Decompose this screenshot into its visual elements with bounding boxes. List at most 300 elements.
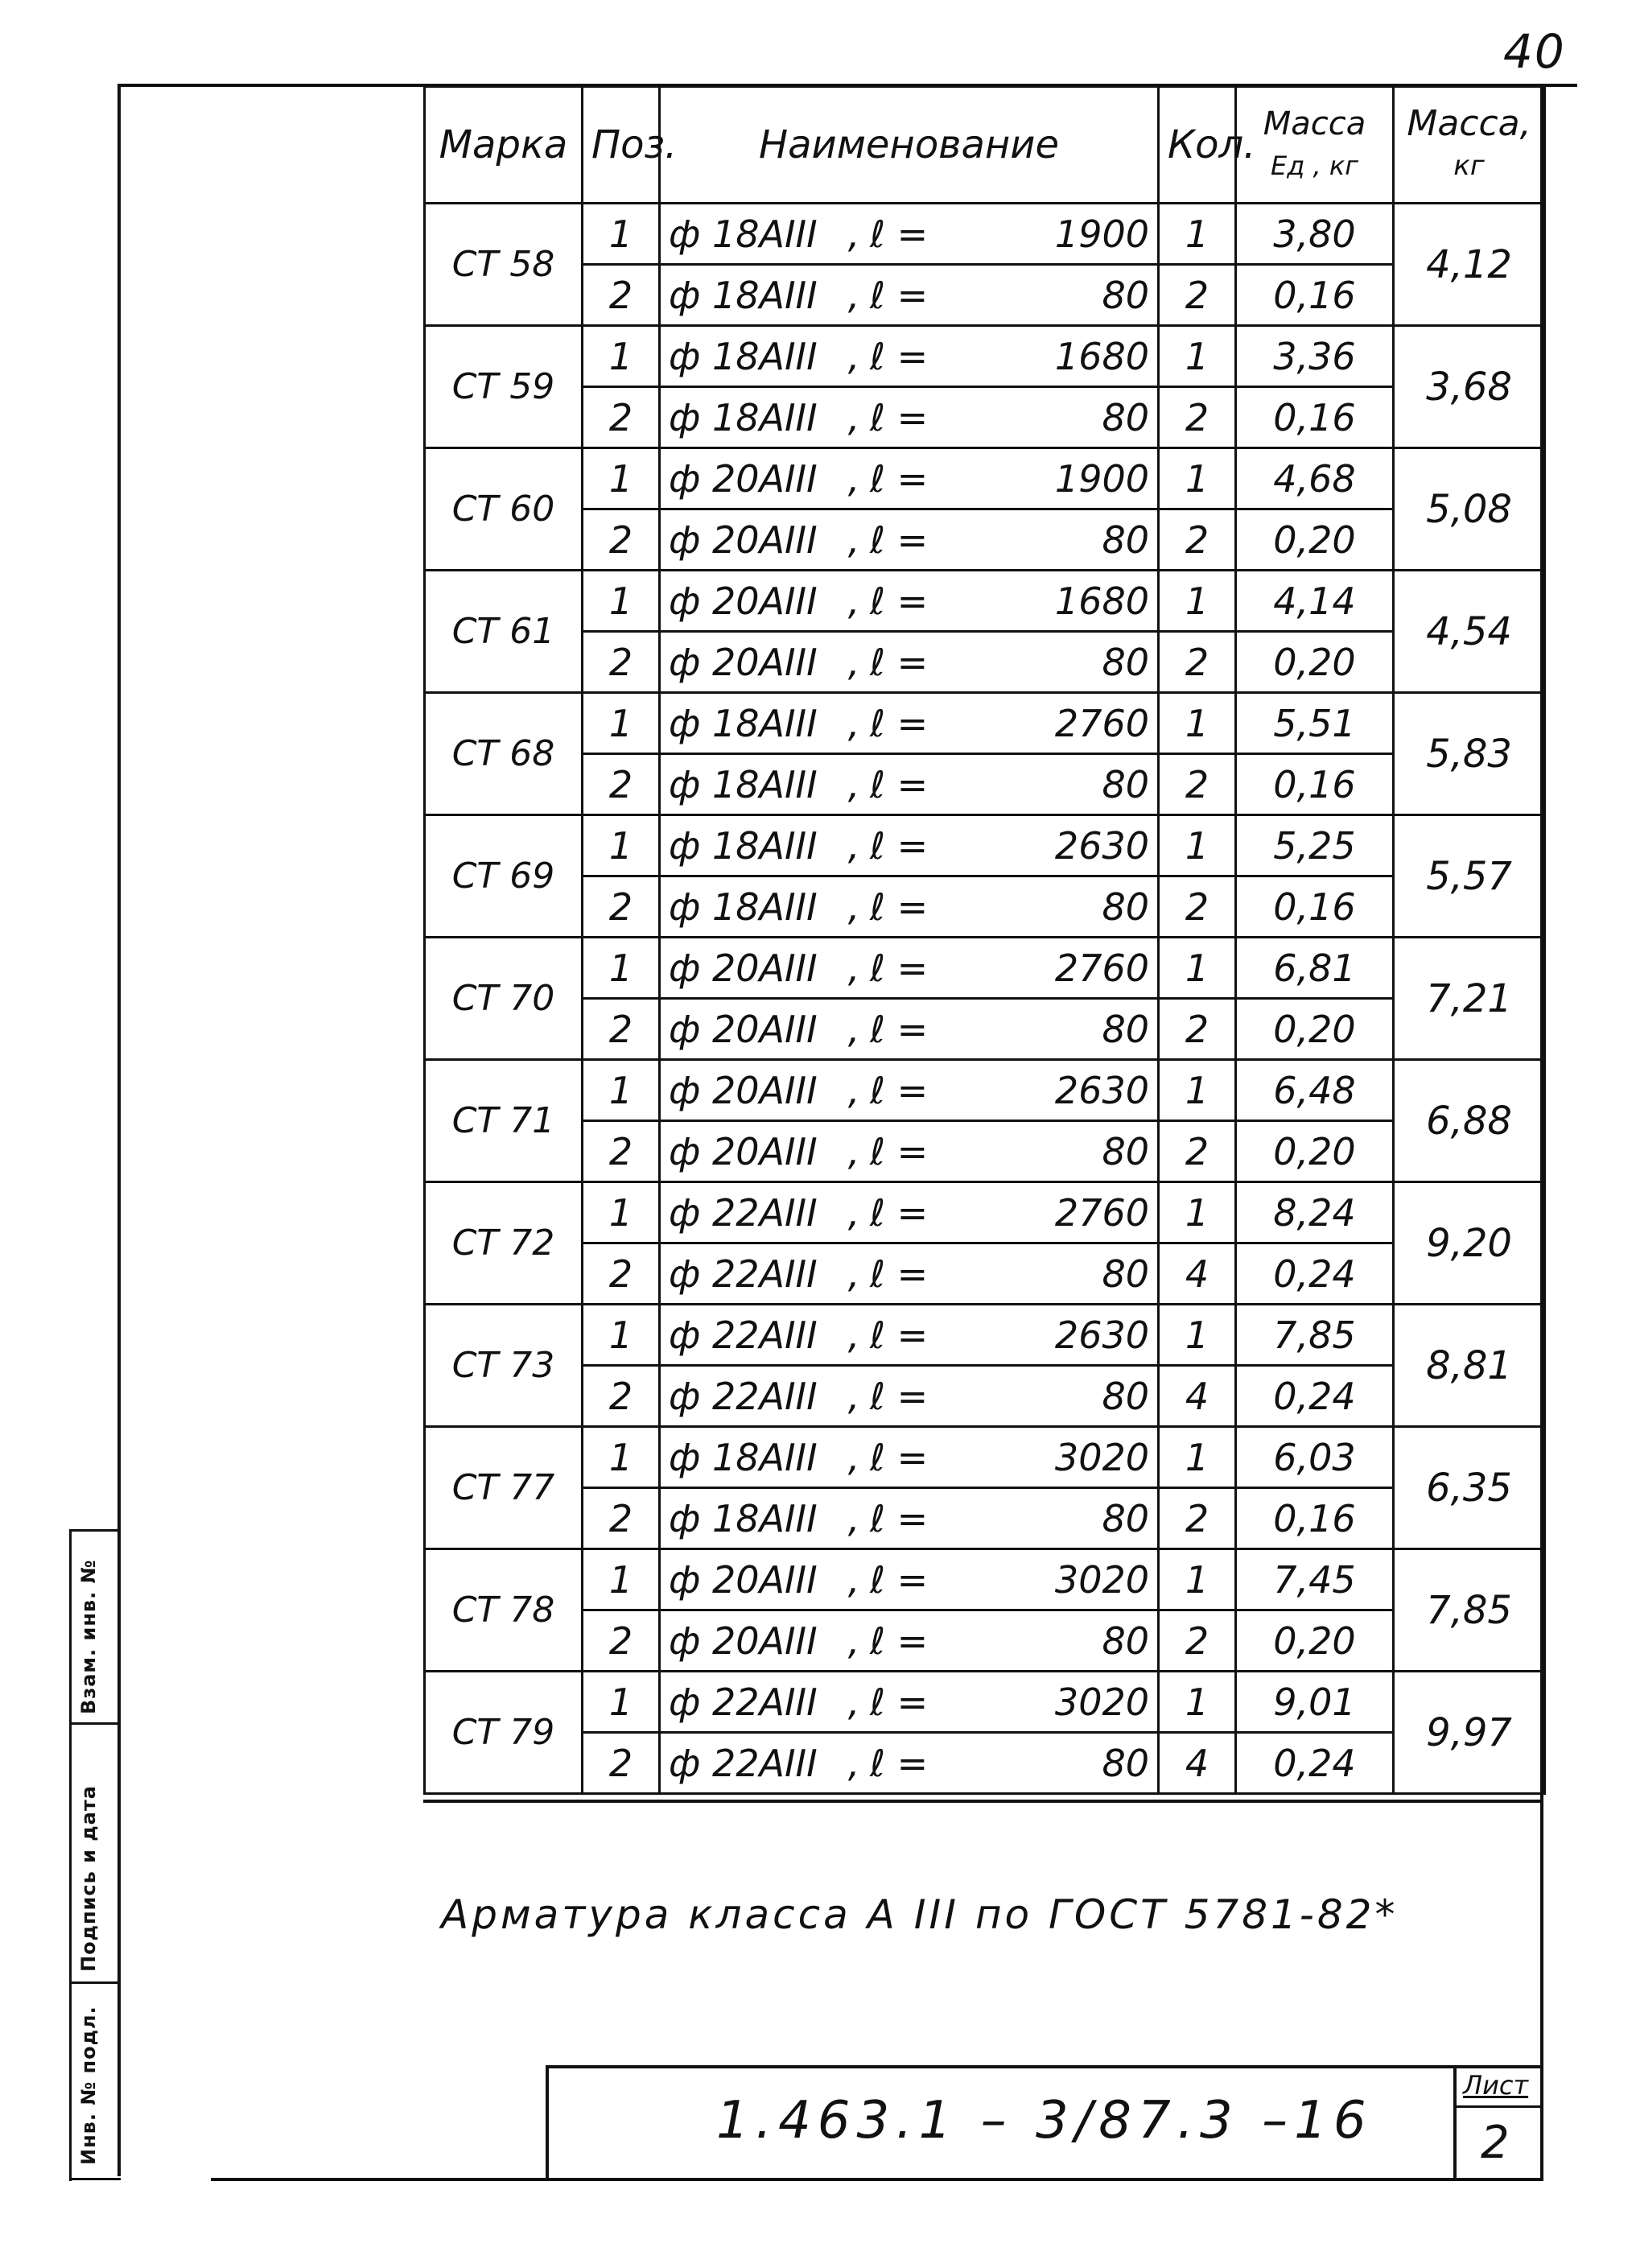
header-name: Наименование	[660, 87, 1159, 204]
bar-length	[870, 946, 1149, 990]
name-separator: ,	[847, 1435, 860, 1479]
cell-quantity: 2	[1159, 754, 1236, 815]
bar-length	[870, 1497, 1149, 1540]
document-code: 1.463.1 – 3/87.3 –16	[716, 2091, 1373, 2150]
name-separator: ,	[847, 1129, 860, 1173]
bar-diameter-class: ф 20АIII	[669, 1557, 818, 1602]
margin-strip-top	[69, 1529, 121, 1532]
specification-table	[423, 85, 1546, 1795]
cell-quantity: 4	[1159, 1733, 1236, 1794]
length-prefix: ℓ =	[870, 456, 929, 501]
header-pos: Поз.	[583, 87, 660, 204]
bar-diameter-class: ф 22АIII	[669, 1190, 818, 1235]
cell-position: 1	[583, 1549, 660, 1610]
name-wrap	[669, 1191, 1149, 1235]
name-wrap	[669, 1252, 1149, 1296]
name-wrap	[669, 1742, 1149, 1785]
side-label-signature: Подпись и дата	[77, 1785, 100, 1972]
name-separator: ,	[847, 456, 860, 501]
reinforcement-note: Арматура класса А III по ГОСТ 5781-82*	[441, 1891, 1399, 1938]
name-separator: ,	[847, 1190, 860, 1235]
length-prefix: ℓ =	[870, 1680, 929, 1724]
cell-name	[660, 938, 1159, 999]
cell-position: 2	[583, 1366, 660, 1427]
length-value: 1680	[1054, 334, 1149, 378]
table-row	[425, 1121, 1545, 1182]
cell-name	[660, 1733, 1159, 1794]
table-row	[425, 1182, 1545, 1243]
cell-mark: СТ 79	[425, 1672, 583, 1794]
name-wrap	[669, 1497, 1149, 1540]
length-value: 2630	[1054, 1313, 1149, 1357]
cell-unit-mass: 0,16	[1236, 876, 1394, 938]
bar-diameter-class: ф 18АIII	[669, 762, 818, 806]
name-separator: ,	[847, 273, 860, 317]
cell-unit-mass: 0,20	[1236, 509, 1394, 571]
cell-quantity: 1	[1159, 693, 1236, 754]
name-wrap	[669, 1069, 1149, 1112]
length-prefix: ℓ =	[870, 701, 929, 745]
cell-name	[660, 326, 1159, 387]
cell-name	[660, 632, 1159, 693]
cell-name	[660, 1488, 1159, 1549]
name-wrap	[669, 1008, 1149, 1051]
length-prefix: ℓ =	[870, 1741, 929, 1785]
length-value: 80	[1102, 1496, 1149, 1540]
length-value: 2630	[1054, 823, 1149, 868]
cell-unit-mass: 6,48	[1236, 1060, 1394, 1121]
cell-name	[660, 693, 1159, 754]
title-block-sheet-hline	[1453, 2105, 1543, 2108]
length-value: 80	[1102, 518, 1149, 562]
table-row	[425, 1243, 1545, 1305]
cell-unit-mass: 0,20	[1236, 1121, 1394, 1182]
bar-diameter-class: ф 18АIII	[669, 273, 818, 317]
cell-name	[660, 387, 1159, 448]
cell-unit-mass: 9,01	[1236, 1672, 1394, 1733]
cell-unit-mass: 0,16	[1236, 754, 1394, 815]
length-value: 3020	[1054, 1435, 1149, 1479]
cell-unit-mass: 0,16	[1236, 1488, 1394, 1549]
cell-quantity: 2	[1159, 1121, 1236, 1182]
length-value: 2760	[1054, 1190, 1149, 1235]
cell-position: 1	[583, 571, 660, 632]
length-value: 80	[1102, 1129, 1149, 1173]
cell-quantity: 1	[1159, 1427, 1236, 1488]
name-separator: ,	[847, 1252, 860, 1296]
cell-position: 1	[583, 204, 660, 265]
cell-name	[660, 754, 1159, 815]
length-value: 2760	[1054, 946, 1149, 990]
cell-quantity: 1	[1159, 1549, 1236, 1610]
name-separator: ,	[847, 946, 860, 990]
table-header-row	[425, 87, 1545, 204]
title-block-sheet-divider	[1453, 2065, 1457, 2181]
length-value: 80	[1102, 1252, 1149, 1296]
cell-mark: СТ 61	[425, 571, 583, 693]
cell-quantity: 2	[1159, 632, 1236, 693]
name-wrap	[669, 335, 1149, 378]
table-row	[425, 448, 1545, 509]
header-total-mass-line2: кг	[1453, 150, 1485, 182]
table-row	[425, 265, 1545, 326]
cell-unit-mass: 6,81	[1236, 938, 1394, 999]
name-wrap	[669, 1680, 1149, 1724]
cell-mark: СТ 72	[425, 1182, 583, 1305]
cell-position: 2	[583, 1243, 660, 1305]
bar-length	[870, 702, 1149, 745]
name-separator: ,	[847, 334, 860, 378]
table-row	[425, 1610, 1545, 1672]
length-prefix: ℓ =	[870, 885, 929, 929]
side-label-orig-no: Инв. № подл.	[77, 2006, 100, 2165]
bar-length	[870, 1375, 1149, 1418]
cell-total-mass: 4,54	[1394, 571, 1545, 693]
page-number: 40	[1503, 24, 1566, 79]
bar-diameter-class: ф 22АIII	[669, 1680, 818, 1724]
table-row	[425, 938, 1545, 999]
cell-position: 2	[583, 265, 660, 326]
cell-position: 1	[583, 326, 660, 387]
cell-quantity: 2	[1159, 387, 1236, 448]
name-wrap	[669, 1130, 1149, 1173]
name-separator: ,	[847, 1374, 860, 1418]
bar-length	[870, 1252, 1149, 1296]
cell-mark: СТ 68	[425, 693, 583, 815]
name-separator: ,	[847, 212, 860, 256]
cell-position: 1	[583, 815, 660, 876]
cell-name	[660, 204, 1159, 265]
table-row	[425, 387, 1545, 448]
bar-diameter-class: ф 22АIII	[669, 1252, 818, 1296]
name-wrap	[669, 274, 1149, 317]
name-separator: ,	[847, 395, 860, 439]
cell-position: 1	[583, 1427, 660, 1488]
cell-name	[660, 815, 1159, 876]
name-separator: ,	[847, 1741, 860, 1785]
cell-position: 2	[583, 999, 660, 1060]
table-row	[425, 1366, 1545, 1427]
cell-unit-mass: 0,16	[1236, 387, 1394, 448]
cell-mark: СТ 70	[425, 938, 583, 1060]
length-value: 80	[1102, 885, 1149, 929]
cell-unit-mass: 0,24	[1236, 1243, 1394, 1305]
name-wrap	[669, 702, 1149, 745]
bar-diameter-class: ф 22АIII	[669, 1374, 818, 1418]
name-wrap	[669, 946, 1149, 990]
header-unit-mass-line1: Масса	[1263, 105, 1366, 142]
length-value: 80	[1102, 273, 1149, 317]
cell-position: 2	[583, 632, 660, 693]
name-separator: ,	[847, 1313, 860, 1357]
cell-position: 2	[583, 1610, 660, 1672]
cell-total-mass: 5,08	[1394, 448, 1545, 571]
cell-unit-mass: 0,24	[1236, 1733, 1394, 1794]
name-wrap	[669, 212, 1149, 256]
length-prefix: ℓ =	[870, 579, 929, 623]
header-mark: Марка	[425, 87, 583, 204]
cell-quantity: 2	[1159, 876, 1236, 938]
cell-quantity: 1	[1159, 571, 1236, 632]
margin-strip-divider-1	[69, 1722, 121, 1725]
name-separator: ,	[847, 885, 860, 929]
bar-diameter-class: ф 18АIII	[669, 212, 818, 256]
bar-diameter-class: ф 20АIII	[669, 579, 818, 623]
cell-position: 1	[583, 1672, 660, 1733]
cell-quantity: 2	[1159, 999, 1236, 1060]
length-value: 80	[1102, 1374, 1149, 1418]
bar-diameter-class: ф 18АIII	[669, 701, 818, 745]
name-separator: ,	[847, 701, 860, 745]
bar-diameter-class: ф 18АIII	[669, 395, 818, 439]
cell-name	[660, 448, 1159, 509]
name-wrap	[669, 763, 1149, 806]
margin-strip-divider-2	[69, 1981, 121, 1984]
length-value: 2760	[1054, 701, 1149, 745]
cell-quantity: 1	[1159, 204, 1236, 265]
cell-mark: СТ 58	[425, 204, 583, 326]
cell-name	[660, 1121, 1159, 1182]
cell-position: 2	[583, 754, 660, 815]
length-prefix: ℓ =	[870, 212, 929, 256]
cell-unit-mass: 5,25	[1236, 815, 1394, 876]
bar-length	[870, 274, 1149, 317]
length-value: 80	[1102, 640, 1149, 684]
table-bottom-ext-line	[423, 1800, 1543, 1803]
name-wrap	[669, 1436, 1149, 1479]
length-value: 80	[1102, 395, 1149, 439]
cell-unit-mass: 3,80	[1236, 204, 1394, 265]
bar-length	[870, 396, 1149, 439]
length-prefix: ℓ =	[870, 1190, 929, 1235]
cell-position: 2	[583, 1733, 660, 1794]
bar-diameter-class: ф 20АIII	[669, 1619, 818, 1663]
cell-unit-mass: 3,36	[1236, 326, 1394, 387]
header-unit-mass	[1236, 87, 1394, 204]
length-prefix: ℓ =	[870, 518, 929, 562]
cell-name	[660, 1366, 1159, 1427]
bar-diameter-class: ф 20АIII	[669, 640, 818, 684]
bar-length	[870, 1558, 1149, 1602]
name-wrap	[669, 518, 1149, 562]
bar-diameter-class: ф 20АIII	[669, 518, 818, 562]
cell-mark: СТ 78	[425, 1549, 583, 1672]
header-qty: Кол.	[1159, 87, 1236, 204]
cell-name	[660, 1243, 1159, 1305]
cell-quantity: 1	[1159, 938, 1236, 999]
length-prefix: ℓ =	[870, 1068, 929, 1112]
cell-position: 2	[583, 387, 660, 448]
bar-length	[870, 457, 1149, 501]
bar-diameter-class: ф 18АIII	[669, 334, 818, 378]
cell-total-mass: 6,35	[1394, 1427, 1545, 1549]
cell-quantity: 4	[1159, 1243, 1236, 1305]
cell-unit-mass: 4,14	[1236, 571, 1394, 632]
name-wrap	[669, 1558, 1149, 1602]
bar-length	[870, 579, 1149, 623]
bar-length	[870, 1191, 1149, 1235]
cell-mark: СТ 71	[425, 1060, 583, 1182]
cell-total-mass: 7,85	[1394, 1549, 1545, 1672]
cell-position: 1	[583, 693, 660, 754]
cell-position: 1	[583, 938, 660, 999]
cell-unit-mass: 0,20	[1236, 1610, 1394, 1672]
bar-diameter-class: ф 18АIII	[669, 1435, 818, 1479]
cell-total-mass: 9,20	[1394, 1182, 1545, 1305]
length-prefix: ℓ =	[870, 1007, 929, 1051]
cell-unit-mass: 7,45	[1236, 1549, 1394, 1610]
cell-unit-mass: 7,85	[1236, 1305, 1394, 1366]
cell-quantity: 1	[1159, 1182, 1236, 1243]
bar-length	[870, 1130, 1149, 1173]
cell-name	[660, 1305, 1159, 1366]
name-wrap	[669, 1619, 1149, 1663]
cell-position: 1	[583, 1060, 660, 1121]
bar-length	[870, 1619, 1149, 1663]
bar-length	[870, 335, 1149, 378]
bar-length	[870, 1313, 1149, 1357]
bar-diameter-class: ф 20АIII	[669, 1129, 818, 1173]
table-row	[425, 1060, 1545, 1121]
bar-diameter-class: ф 18АIII	[669, 823, 818, 868]
cell-unit-mass: 0,20	[1236, 999, 1394, 1060]
length-prefix: ℓ =	[870, 1496, 929, 1540]
length-prefix: ℓ =	[870, 334, 929, 378]
cell-name	[660, 1672, 1159, 1733]
length-prefix: ℓ =	[870, 1557, 929, 1602]
sheet-label: Лист	[1463, 2070, 1529, 2101]
table-row	[425, 509, 1545, 571]
cell-quantity: 1	[1159, 1672, 1236, 1733]
name-separator: ,	[847, 579, 860, 623]
table-row	[425, 1305, 1545, 1366]
name-wrap	[669, 1375, 1149, 1418]
cell-quantity: 1	[1159, 1305, 1236, 1366]
bar-length	[870, 641, 1149, 684]
length-value: 80	[1102, 762, 1149, 806]
bar-diameter-class: ф 20АIII	[669, 1007, 818, 1051]
cell-name	[660, 265, 1159, 326]
cell-position: 2	[583, 509, 660, 571]
cell-quantity: 2	[1159, 1488, 1236, 1549]
length-prefix: ℓ =	[870, 1435, 929, 1479]
cell-quantity: 2	[1159, 1610, 1236, 1672]
bar-diameter-class: ф 20АIII	[669, 456, 818, 501]
bar-length	[870, 763, 1149, 806]
length-value: 3020	[1054, 1557, 1149, 1602]
length-value: 1900	[1054, 456, 1149, 501]
cell-quantity: 1	[1159, 1060, 1236, 1121]
name-separator: ,	[847, 762, 860, 806]
cell-name	[660, 571, 1159, 632]
cell-total-mass: 8,81	[1394, 1305, 1545, 1427]
name-wrap	[669, 885, 1149, 929]
name-wrap	[669, 1313, 1149, 1357]
bar-length	[870, 824, 1149, 868]
length-prefix: ℓ =	[870, 1252, 929, 1296]
cell-unit-mass: 0,20	[1236, 632, 1394, 693]
table-row	[425, 815, 1545, 876]
bar-length	[870, 1742, 1149, 1785]
table-row	[425, 1733, 1545, 1794]
cell-quantity: 4	[1159, 1366, 1236, 1427]
cell-unit-mass: 0,24	[1236, 1366, 1394, 1427]
cell-total-mass: 6,88	[1394, 1060, 1545, 1182]
name-wrap	[669, 641, 1149, 684]
name-separator: ,	[847, 1619, 860, 1663]
length-prefix: ℓ =	[870, 1129, 929, 1173]
length-prefix: ℓ =	[870, 946, 929, 990]
length-value: 3020	[1054, 1680, 1149, 1724]
length-value: 80	[1102, 1007, 1149, 1051]
table-row	[425, 1549, 1545, 1610]
name-separator: ,	[847, 518, 860, 562]
name-wrap	[669, 579, 1149, 623]
cell-unit-mass: 0,16	[1236, 265, 1394, 326]
bar-diameter-class: ф 22АIII	[669, 1741, 818, 1785]
cell-mark: СТ 77	[425, 1427, 583, 1549]
cell-quantity: 2	[1159, 265, 1236, 326]
name-separator: ,	[847, 1557, 860, 1602]
cell-total-mass: 3,68	[1394, 326, 1545, 448]
cell-name	[660, 1060, 1159, 1121]
bar-diameter-class: ф 20АIII	[669, 1068, 818, 1112]
cell-total-mass: 9,97	[1394, 1672, 1545, 1794]
table-row	[425, 632, 1545, 693]
cell-name	[660, 1549, 1159, 1610]
length-value: 80	[1102, 1741, 1149, 1785]
cell-name	[660, 509, 1159, 571]
table-row	[425, 1488, 1545, 1549]
table-row	[425, 571, 1545, 632]
table-row	[425, 876, 1545, 938]
cell-quantity: 1	[1159, 815, 1236, 876]
cell-unit-mass: 6,03	[1236, 1427, 1394, 1488]
table-row	[425, 1427, 1545, 1488]
length-prefix: ℓ =	[870, 395, 929, 439]
name-wrap	[669, 396, 1149, 439]
cell-quantity: 1	[1159, 326, 1236, 387]
cell-total-mass: 7,21	[1394, 938, 1545, 1060]
bar-length	[870, 1680, 1149, 1724]
name-separator: ,	[847, 1068, 860, 1112]
table-row	[425, 204, 1545, 265]
name-separator: ,	[847, 823, 860, 868]
cell-mark: СТ 60	[425, 448, 583, 571]
length-prefix: ℓ =	[870, 1619, 929, 1663]
cell-quantity: 2	[1159, 509, 1236, 571]
length-prefix: ℓ =	[870, 823, 929, 868]
header-total-mass	[1394, 87, 1545, 204]
margin-strip-bottom	[69, 2178, 121, 2180]
length-prefix: ℓ =	[870, 762, 929, 806]
cell-quantity: 1	[1159, 448, 1236, 509]
frame-left-line	[117, 84, 121, 2176]
table-row	[425, 999, 1545, 1060]
cell-position: 2	[583, 1488, 660, 1549]
cell-name	[660, 1610, 1159, 1672]
length-value: 1680	[1054, 579, 1149, 623]
name-wrap	[669, 824, 1149, 868]
cell-unit-mass: 5,51	[1236, 693, 1394, 754]
cell-unit-mass: 4,68	[1236, 448, 1394, 509]
length-value: 80	[1102, 1619, 1149, 1663]
length-value: 1900	[1054, 212, 1149, 256]
bar-length	[870, 885, 1149, 929]
name-separator: ,	[847, 640, 860, 684]
table-row	[425, 754, 1545, 815]
bar-diameter-class: ф 18АIII	[669, 1496, 818, 1540]
